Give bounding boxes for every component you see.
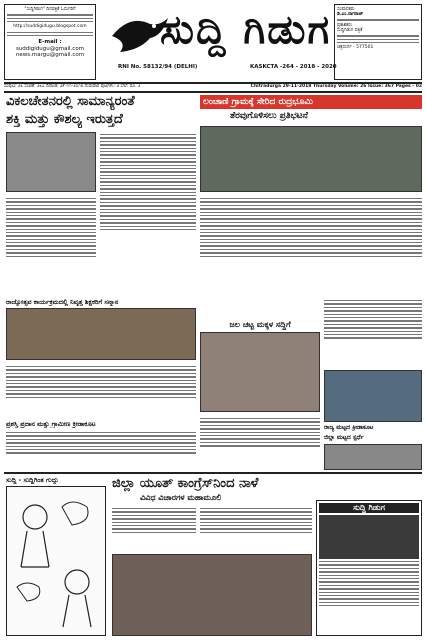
email-primary[interactable]: suddigidugu@gmail.com [15,45,85,52]
dateline-english: Chitradurga 29-11-2018 Thursday Volume: 26 Issue: 367 Pages - 02 [250,84,422,89]
masthead-title: ಸುದ್ದಿ ಗಿಡುಗ [160,6,332,53]
email-secondary[interactable]: news.margu@gmail.com [15,52,85,59]
article-text-block [324,298,422,368]
article-text-block [100,132,196,296]
headline-center: ಜಲ ಚಟ್ಟ ಮಕ್ಕಳ ಸದ್ದಿಗೆ [229,320,291,329]
photo-children [200,332,320,412]
headline-competition: ಜಿಲ್ಲಾ ಮಟ್ಟದ ಸ್ಪರ್ಧೆ [324,434,364,441]
kas-number: KASKCTA -264 - 2018 - 2020 [250,64,337,70]
editor-name: ಡಿ.ಎಂ.ನಾಗರಾಜ್ [337,12,364,18]
publisher-name: ಸುದ್ದಿಗಿಡುಗ ಪತ್ರಿಕೆ [337,28,363,33]
left-info-box [4,4,96,80]
article-text-block [6,196,96,296]
photo-felicitation [6,308,196,360]
article-text-block [6,364,196,418]
article-text-block [6,430,196,470]
photo-press-meet [112,554,312,636]
photo-seminar [6,132,96,192]
headline-teachers: ರಾಜ್ಯೋತ್ಸವ ಕಾರ್ಯಕ್ರಮದಲ್ಲಿ ನಿವೃತ್ತ ಶಿಕ್ಷಕರಿಗೆ ಸನ್ಮಾನ [6,298,119,306]
rni-number: RNI No. 58132/94 (DELHI) [118,64,198,70]
article-text-block [200,416,320,470]
headline-left-2: ಶಕ್ತಿ ಮತ್ತು ಕೌಶಲ್ಯ ಇರುತ್ತದೆ [6,112,123,127]
ad-title: ಸುದ್ದಿ ಗಿಡುಗ [319,503,419,513]
email-label: E-mail : [38,39,62,46]
photo-sports [324,370,422,422]
right-info-box [334,4,422,80]
article-text-block [200,196,422,296]
headline-awards: ಪ್ರಶಸ್ತಿ ಪ್ರದಾನ ಮತ್ತು ಗ್ರಾಮೀಣ ಕ್ರೀಡಾಕೂಟ [6,420,96,428]
cartoon-panel [6,486,106,636]
headline-right-2: ತೆರವುಗೊಳಿಸಲು ಪ್ರತಿಭಟನೆ [230,111,309,121]
cartoon-drawing-icon [7,487,107,637]
bottom-headline-1: ಜಿಲ್ಲಾ ಯೂತ್ ಕಾಂಗ್ರೆಸ್‌ನಿಂದ ನಾಳೆ [112,476,259,491]
cartoon-title: ಸುದ್ದಿ - ಸುದ್ದಿಗಿಂತ ಗುದ್ದು [6,476,59,484]
masthead-logo [110,6,330,58]
address-line: ಚಿತ್ರದುರ್ಗ - 577501 [337,45,374,51]
headline-sports: ರಾಜ್ಯ ಮಟ್ಟದ ಕ್ರೀಡಾಕೂಟ [324,424,374,431]
publisher-label: ಪ್ರಕಾಶಕರು [337,22,352,28]
photo-protest [200,126,422,192]
headline-left-1: ವಿಕಲಚೇತನರಲ್ಲಿ ಸಾಮಾನ್ಯರಂತೆ [6,94,135,109]
article-text-block [200,506,312,552]
headline-right-1: ಲಂಚಾಣಿ ಗ್ರಾಮಕ್ಕೆ ಸೇರಿದ ರುದ್ರಭೂಮಿ [200,95,422,109]
blog-link[interactable]: http://suddigidugu.blogspot.com [13,24,87,30]
article-text-block [112,506,196,552]
editor-label: ಸಂಪಾದಕರು [337,7,355,12]
ad-image [319,515,419,559]
photo-competition [324,444,422,470]
bottom-headline-2: ವಿವಿಧ ವಿಚಾರಗಳ ಮಹಾಮೂಲಿ [140,493,222,502]
dateline-kannada: ಸಂಪುಟ: ೨೬ ಸಂಚಿಕೆ: ೨೬೭ ದಿನಾಂಕ: ೨೯-೧೧-೨೦೧೮ ಗುರುವಾರ ಪುಟಗಳು: ೨ ಬೆಲೆ: ರೂ. ೨ [4,84,141,89]
tagline-text: "ಸುದ್ದಿಗಿಡುಗ" ದಿನಪತ್ರಿಕೆ ಓದುಗರಿಗೆ [24,7,76,12]
advertisement-box [316,500,422,636]
